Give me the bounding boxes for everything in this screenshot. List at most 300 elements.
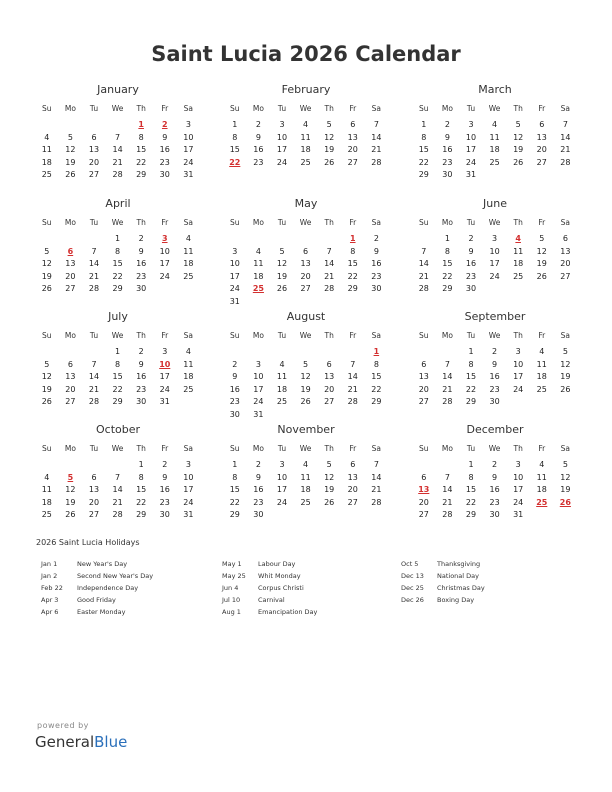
- day-cell[interactable]: 22: [465, 384, 477, 394]
- day-cell[interactable]: 20: [347, 485, 358, 494]
- day-cell[interactable]: 9: [162, 472, 168, 482]
- day-cell[interactable]: 23: [159, 157, 170, 167]
- day-cell[interactable]: 12: [41, 372, 52, 381]
- day-cell[interactable]: 4: [44, 472, 50, 482]
- day-cell[interactable]: 3: [468, 120, 474, 129]
- day-cell[interactable]: 2: [492, 460, 498, 469]
- holiday-day-cell[interactable]: 1: [349, 234, 356, 243]
- day-cell[interactable]: 1: [468, 460, 474, 469]
- day-cell[interactable]: 9: [373, 246, 379, 256]
- day-cell[interactable]: 22: [136, 157, 147, 167]
- day-cell[interactable]: 13: [88, 145, 100, 154]
- day-cell[interactable]: 26: [65, 170, 76, 179]
- day-cell[interactable]: 23: [442, 157, 453, 167]
- day-cell[interactable]: 7: [562, 120, 568, 129]
- day-cell[interactable]: 13: [300, 259, 311, 268]
- day-cell[interactable]: 12: [560, 472, 571, 482]
- day-cell[interactable]: 6: [421, 359, 427, 369]
- day-cell[interactable]: 2: [255, 460, 261, 469]
- day-cell[interactable]: 16: [253, 485, 264, 494]
- day-cell[interactable]: 6: [350, 460, 356, 469]
- day-cell[interactable]: 28: [371, 157, 382, 167]
- day-cell[interactable]: 6: [562, 234, 568, 243]
- day-cell[interactable]: 17: [276, 145, 288, 154]
- day-cell[interactable]: 8: [444, 246, 450, 256]
- day-cell[interactable]: 19: [324, 485, 335, 494]
- day-cell[interactable]: 22: [347, 271, 358, 281]
- day-cell[interactable]: 21: [442, 497, 453, 507]
- day-cell[interactable]: 29: [136, 170, 147, 179]
- day-cell[interactable]: 8: [115, 359, 121, 369]
- day-cell[interactable]: 15: [112, 259, 123, 268]
- day-cell[interactable]: 29: [465, 510, 477, 519]
- day-cell[interactable]: 6: [539, 120, 545, 129]
- day-cell[interactable]: 27: [347, 497, 358, 507]
- day-cell[interactable]: 27: [560, 271, 571, 281]
- day-cell[interactable]: 10: [229, 259, 240, 268]
- day-cell[interactable]: 25: [276, 397, 288, 406]
- day-cell[interactable]: 5: [562, 347, 568, 356]
- day-cell[interactable]: 21: [324, 271, 335, 281]
- day-cell[interactable]: 29: [442, 284, 453, 293]
- day-cell[interactable]: 16: [159, 145, 170, 154]
- day-cell[interactable]: 15: [229, 145, 240, 154]
- day-cell[interactable]: 10: [513, 472, 524, 482]
- day-cell[interactable]: 27: [418, 510, 429, 519]
- day-cell[interactable]: 17: [253, 384, 264, 394]
- day-cell[interactable]: 2: [162, 460, 168, 469]
- day-cell[interactable]: 13: [65, 259, 76, 268]
- day-cell[interactable]: 15: [465, 485, 477, 494]
- day-cell[interactable]: 8: [468, 359, 474, 369]
- day-cell[interactable]: 14: [347, 372, 358, 381]
- day-cell[interactable]: 5: [515, 120, 521, 129]
- day-cell[interactable]: 18: [276, 384, 288, 394]
- day-cell[interactable]: 9: [492, 472, 498, 482]
- day-cell[interactable]: 7: [421, 246, 427, 256]
- day-cell[interactable]: 13: [560, 246, 571, 256]
- day-cell[interactable]: 8: [350, 246, 356, 256]
- day-cell[interactable]: 1: [232, 120, 238, 129]
- day-cell[interactable]: 8: [138, 132, 144, 142]
- day-cell[interactable]: 14: [112, 145, 123, 154]
- day-cell[interactable]: 23: [229, 397, 240, 406]
- day-cell[interactable]: 22: [136, 497, 147, 507]
- day-cell[interactable]: 6: [67, 359, 73, 369]
- day-cell[interactable]: 30: [489, 397, 500, 406]
- day-cell[interactable]: 10: [276, 472, 288, 482]
- holiday-day-cell[interactable]: 1: [138, 120, 144, 129]
- day-cell[interactable]: 21: [112, 157, 123, 167]
- day-cell[interactable]: 2: [373, 234, 379, 243]
- day-cell[interactable]: 6: [91, 472, 97, 482]
- day-cell[interactable]: 27: [536, 157, 547, 167]
- day-cell[interactable]: 20: [300, 271, 311, 281]
- day-cell[interactable]: 10: [465, 132, 477, 142]
- day-cell[interactable]: 20: [347, 145, 358, 154]
- day-cell[interactable]: 10: [183, 132, 194, 142]
- day-cell[interactable]: 27: [324, 397, 335, 406]
- day-cell[interactable]: 26: [536, 271, 547, 281]
- day-cell[interactable]: 24: [489, 271, 500, 281]
- holiday-day-cell[interactable]: 2: [161, 120, 168, 129]
- day-cell[interactable]: 26: [41, 397, 52, 406]
- day-cell[interactable]: 7: [326, 246, 332, 256]
- day-cell[interactable]: 26: [41, 284, 52, 293]
- holiday-day-cell[interactable]: 22: [229, 157, 241, 167]
- day-cell[interactable]: 21: [371, 485, 382, 494]
- day-cell[interactable]: 14: [371, 132, 382, 142]
- day-cell[interactable]: 14: [324, 259, 335, 268]
- day-cell[interactable]: 3: [515, 347, 521, 356]
- day-cell[interactable]: 20: [65, 271, 76, 281]
- day-cell[interactable]: 17: [159, 372, 170, 381]
- day-cell[interactable]: 20: [536, 145, 547, 154]
- day-cell[interactable]: 25: [300, 497, 311, 507]
- day-cell[interactable]: 24: [276, 497, 288, 507]
- day-cell[interactable]: 8: [421, 132, 427, 142]
- day-cell[interactable]: 9: [444, 132, 450, 142]
- day-cell[interactable]: 1: [115, 347, 121, 356]
- day-cell[interactable]: 5: [326, 120, 332, 129]
- day-cell[interactable]: 29: [418, 170, 429, 179]
- day-cell[interactable]: 28: [371, 497, 382, 507]
- day-cell[interactable]: 28: [112, 510, 123, 519]
- day-cell[interactable]: 26: [300, 397, 311, 406]
- day-cell[interactable]: 12: [276, 259, 288, 268]
- day-cell[interactable]: 13: [418, 372, 429, 381]
- day-cell[interactable]: 30: [136, 397, 147, 406]
- day-cell[interactable]: 22: [442, 271, 453, 281]
- day-cell[interactable]: 24: [513, 497, 524, 507]
- day-cell[interactable]: 18: [300, 145, 311, 154]
- day-cell[interactable]: 28: [88, 284, 100, 293]
- day-cell[interactable]: 22: [465, 497, 477, 507]
- day-cell[interactable]: 16: [371, 259, 382, 268]
- day-cell[interactable]: 19: [536, 259, 547, 268]
- day-cell[interactable]: 31: [159, 397, 170, 406]
- day-cell[interactable]: 18: [41, 497, 52, 507]
- holiday-day-cell[interactable]: 10: [159, 359, 171, 369]
- day-cell[interactable]: 22: [418, 157, 429, 167]
- day-cell[interactable]: 18: [183, 372, 194, 381]
- day-cell[interactable]: 17: [513, 485, 524, 494]
- day-cell[interactable]: 17: [183, 485, 194, 494]
- day-cell[interactable]: 30: [229, 409, 240, 419]
- day-cell[interactable]: 18: [536, 485, 547, 494]
- day-cell[interactable]: 27: [418, 397, 429, 406]
- day-cell[interactable]: 22: [112, 384, 123, 394]
- day-cell[interactable]: 15: [465, 372, 477, 381]
- day-cell[interactable]: 12: [324, 132, 335, 142]
- day-cell[interactable]: 23: [136, 271, 147, 281]
- day-cell[interactable]: 10: [253, 372, 264, 381]
- day-cell[interactable]: 24: [159, 384, 170, 394]
- day-cell[interactable]: 25: [300, 157, 311, 167]
- day-cell[interactable]: 8: [115, 246, 121, 256]
- day-cell[interactable]: 11: [183, 246, 194, 256]
- day-cell[interactable]: 14: [88, 372, 100, 381]
- day-cell[interactable]: 23: [489, 497, 500, 507]
- day-cell[interactable]: 22: [112, 271, 123, 281]
- day-cell[interactable]: 7: [115, 472, 121, 482]
- day-cell[interactable]: 21: [112, 497, 123, 507]
- day-cell[interactable]: 14: [371, 472, 382, 482]
- day-cell[interactable]: 10: [489, 246, 500, 256]
- day-cell[interactable]: 30: [489, 510, 500, 519]
- day-cell[interactable]: 5: [67, 132, 73, 142]
- day-cell[interactable]: 14: [418, 259, 429, 268]
- day-cell[interactable]: 31: [253, 409, 264, 419]
- day-cell[interactable]: 23: [253, 497, 264, 507]
- day-cell[interactable]: 24: [465, 157, 477, 167]
- day-cell[interactable]: 21: [347, 384, 358, 394]
- day-cell[interactable]: 16: [159, 485, 170, 494]
- day-cell[interactable]: 29: [112, 397, 123, 406]
- day-cell[interactable]: 13: [536, 132, 547, 142]
- day-cell[interactable]: 25: [183, 271, 194, 281]
- day-cell[interactable]: 6: [421, 472, 427, 482]
- day-cell[interactable]: 28: [418, 284, 429, 293]
- day-cell[interactable]: 19: [300, 384, 311, 394]
- day-cell[interactable]: 3: [492, 234, 498, 243]
- day-cell[interactable]: 16: [489, 485, 500, 494]
- day-cell[interactable]: 31: [465, 170, 477, 179]
- day-cell[interactable]: 9: [232, 372, 238, 381]
- day-cell[interactable]: 27: [65, 397, 76, 406]
- day-cell[interactable]: 15: [112, 372, 123, 381]
- day-cell[interactable]: 23: [371, 271, 382, 281]
- day-cell[interactable]: 3: [232, 246, 238, 256]
- day-cell[interactable]: 23: [159, 497, 170, 507]
- day-cell[interactable]: 24: [229, 284, 240, 293]
- day-cell[interactable]: 27: [88, 510, 100, 519]
- day-cell[interactable]: 12: [65, 485, 76, 494]
- day-cell[interactable]: 9: [468, 246, 474, 256]
- day-cell[interactable]: 18: [183, 259, 194, 268]
- day-cell[interactable]: 1: [444, 234, 450, 243]
- day-cell[interactable]: 4: [279, 359, 285, 369]
- day-cell[interactable]: 24: [513, 384, 524, 394]
- day-cell[interactable]: 23: [489, 384, 500, 394]
- day-cell[interactable]: 11: [300, 132, 311, 142]
- day-cell[interactable]: 28: [347, 397, 358, 406]
- day-cell[interactable]: 14: [112, 485, 123, 494]
- day-cell[interactable]: 25: [41, 170, 52, 179]
- day-cell[interactable]: 19: [41, 271, 52, 281]
- day-cell[interactable]: 9: [255, 472, 261, 482]
- day-cell[interactable]: 13: [65, 372, 76, 381]
- day-cell[interactable]: 28: [88, 397, 100, 406]
- day-cell[interactable]: 29: [136, 510, 147, 519]
- day-cell[interactable]: 21: [418, 271, 429, 281]
- day-cell[interactable]: 5: [303, 359, 309, 369]
- day-cell[interactable]: 17: [229, 271, 240, 281]
- day-cell[interactable]: 12: [324, 472, 335, 482]
- day-cell[interactable]: 20: [65, 384, 76, 394]
- day-cell[interactable]: 5: [326, 460, 332, 469]
- holiday-day-cell[interactable]: 5: [67, 472, 74, 482]
- day-cell[interactable]: 16: [489, 372, 500, 381]
- day-cell[interactable]: 7: [444, 359, 450, 369]
- day-cell[interactable]: 16: [253, 145, 264, 154]
- day-cell[interactable]: 31: [229, 296, 240, 306]
- holiday-day-cell[interactable]: 6: [67, 246, 74, 256]
- day-cell[interactable]: 27: [300, 284, 311, 293]
- day-cell[interactable]: 25: [183, 384, 194, 394]
- day-cell[interactable]: 12: [560, 359, 571, 369]
- day-cell[interactable]: 17: [276, 485, 288, 494]
- day-cell[interactable]: 14: [442, 372, 453, 381]
- day-cell[interactable]: 29: [229, 510, 240, 519]
- day-cell[interactable]: 22: [229, 497, 240, 507]
- day-cell[interactable]: 17: [183, 145, 194, 154]
- day-cell[interactable]: 3: [255, 359, 261, 369]
- day-cell[interactable]: 18: [489, 145, 500, 154]
- day-cell[interactable]: 15: [418, 145, 429, 154]
- day-cell[interactable]: 11: [276, 372, 288, 381]
- day-cell[interactable]: 1: [468, 347, 474, 356]
- day-cell[interactable]: 4: [303, 460, 309, 469]
- day-cell[interactable]: 8: [232, 472, 238, 482]
- day-cell[interactable]: 21: [371, 145, 382, 154]
- day-cell[interactable]: 9: [255, 132, 261, 142]
- day-cell[interactable]: 27: [88, 170, 100, 179]
- day-cell[interactable]: 2: [492, 347, 498, 356]
- day-cell[interactable]: 11: [183, 359, 194, 369]
- day-cell[interactable]: 6: [91, 132, 97, 142]
- day-cell[interactable]: 25: [489, 157, 500, 167]
- day-cell[interactable]: 2: [444, 120, 450, 129]
- day-cell[interactable]: 2: [138, 234, 144, 243]
- day-cell[interactable]: 30: [159, 170, 170, 179]
- day-cell[interactable]: 21: [442, 384, 453, 394]
- day-cell[interactable]: 4: [255, 246, 261, 256]
- day-cell[interactable]: 8: [138, 472, 144, 482]
- day-cell[interactable]: 24: [159, 271, 170, 281]
- day-cell[interactable]: 4: [185, 347, 191, 356]
- day-cell[interactable]: 17: [465, 145, 477, 154]
- day-cell[interactable]: 26: [324, 157, 335, 167]
- day-cell[interactable]: 7: [350, 359, 356, 369]
- day-cell[interactable]: 7: [91, 246, 97, 256]
- day-cell[interactable]: 30: [159, 510, 170, 519]
- day-cell[interactable]: 30: [136, 284, 147, 293]
- day-cell[interactable]: 26: [276, 284, 288, 293]
- day-cell[interactable]: 4: [185, 234, 191, 243]
- day-cell[interactable]: 19: [513, 145, 524, 154]
- day-cell[interactable]: 15: [442, 259, 453, 268]
- day-cell[interactable]: 1: [232, 460, 238, 469]
- day-cell[interactable]: 19: [560, 485, 571, 494]
- day-cell[interactable]: 5: [279, 246, 285, 256]
- day-cell[interactable]: 25: [41, 510, 52, 519]
- day-cell[interactable]: 21: [560, 145, 571, 154]
- day-cell[interactable]: 1: [138, 460, 144, 469]
- day-cell[interactable]: 18: [300, 485, 311, 494]
- day-cell[interactable]: 7: [444, 472, 450, 482]
- day-cell[interactable]: 28: [442, 397, 453, 406]
- holiday-day-cell[interactable]: 13: [418, 485, 430, 494]
- day-cell[interactable]: 14: [560, 132, 571, 142]
- day-cell[interactable]: 19: [276, 271, 288, 281]
- day-cell[interactable]: 7: [373, 120, 379, 129]
- day-cell[interactable]: 28: [324, 284, 335, 293]
- day-cell[interactable]: 30: [371, 284, 382, 293]
- day-cell[interactable]: 4: [539, 347, 545, 356]
- day-cell[interactable]: 8: [232, 132, 238, 142]
- day-cell[interactable]: 23: [253, 157, 264, 167]
- day-cell[interactable]: 5: [44, 246, 50, 256]
- day-cell[interactable]: 13: [347, 132, 358, 142]
- day-cell[interactable]: 26: [560, 384, 571, 394]
- day-cell[interactable]: 8: [373, 359, 379, 369]
- day-cell[interactable]: 5: [44, 359, 50, 369]
- day-cell[interactable]: 25: [513, 271, 524, 281]
- day-cell[interactable]: 9: [138, 359, 144, 369]
- day-cell[interactable]: 11: [513, 246, 524, 256]
- day-cell[interactable]: 24: [183, 497, 194, 507]
- day-cell[interactable]: 12: [300, 372, 311, 381]
- day-cell[interactable]: 3: [162, 347, 168, 356]
- generalblue-logo[interactable]: [35, 733, 127, 751]
- day-cell[interactable]: 12: [513, 132, 524, 142]
- day-cell[interactable]: 5: [562, 460, 568, 469]
- day-cell[interactable]: 17: [489, 259, 500, 268]
- day-cell[interactable]: 20: [418, 384, 429, 394]
- day-cell[interactable]: 19: [41, 384, 52, 394]
- day-cell[interactable]: 11: [41, 485, 52, 494]
- day-cell[interactable]: 19: [65, 497, 76, 507]
- day-cell[interactable]: 10: [183, 472, 194, 482]
- day-cell[interactable]: 30: [253, 510, 264, 519]
- day-cell[interactable]: 18: [41, 157, 52, 167]
- day-cell[interactable]: 2: [232, 359, 238, 369]
- day-cell[interactable]: 29: [112, 284, 123, 293]
- day-cell[interactable]: 11: [41, 145, 52, 154]
- day-cell[interactable]: 4: [539, 460, 545, 469]
- day-cell[interactable]: 15: [347, 259, 358, 268]
- day-cell[interactable]: 15: [136, 145, 147, 154]
- day-cell[interactable]: 18: [253, 271, 264, 281]
- day-cell[interactable]: 14: [442, 485, 453, 494]
- day-cell[interactable]: 12: [41, 259, 52, 268]
- day-cell[interactable]: 10: [276, 132, 288, 142]
- day-cell[interactable]: 29: [347, 284, 358, 293]
- day-cell[interactable]: 4: [492, 120, 498, 129]
- day-cell[interactable]: 24: [183, 157, 194, 167]
- day-cell[interactable]: 26: [324, 497, 335, 507]
- day-cell[interactable]: 31: [183, 510, 194, 519]
- day-cell[interactable]: 1: [115, 234, 121, 243]
- day-cell[interactable]: 21: [88, 271, 100, 281]
- day-cell[interactable]: 16: [465, 259, 477, 268]
- day-cell[interactable]: 20: [88, 497, 100, 507]
- day-cell[interactable]: 12: [65, 145, 76, 154]
- day-cell[interactable]: 6: [350, 120, 356, 129]
- day-cell[interactable]: 11: [536, 359, 547, 369]
- day-cell[interactable]: 9: [138, 246, 144, 256]
- day-cell[interactable]: 26: [65, 510, 76, 519]
- day-cell[interactable]: 18: [513, 259, 524, 268]
- holiday-day-cell[interactable]: 4: [515, 234, 521, 243]
- day-cell[interactable]: 24: [253, 397, 264, 406]
- day-cell[interactable]: 13: [324, 372, 335, 381]
- day-cell[interactable]: 15: [136, 485, 147, 494]
- day-cell[interactable]: 31: [513, 510, 524, 519]
- day-cell[interactable]: 3: [279, 120, 285, 129]
- day-cell[interactable]: 30: [442, 170, 453, 179]
